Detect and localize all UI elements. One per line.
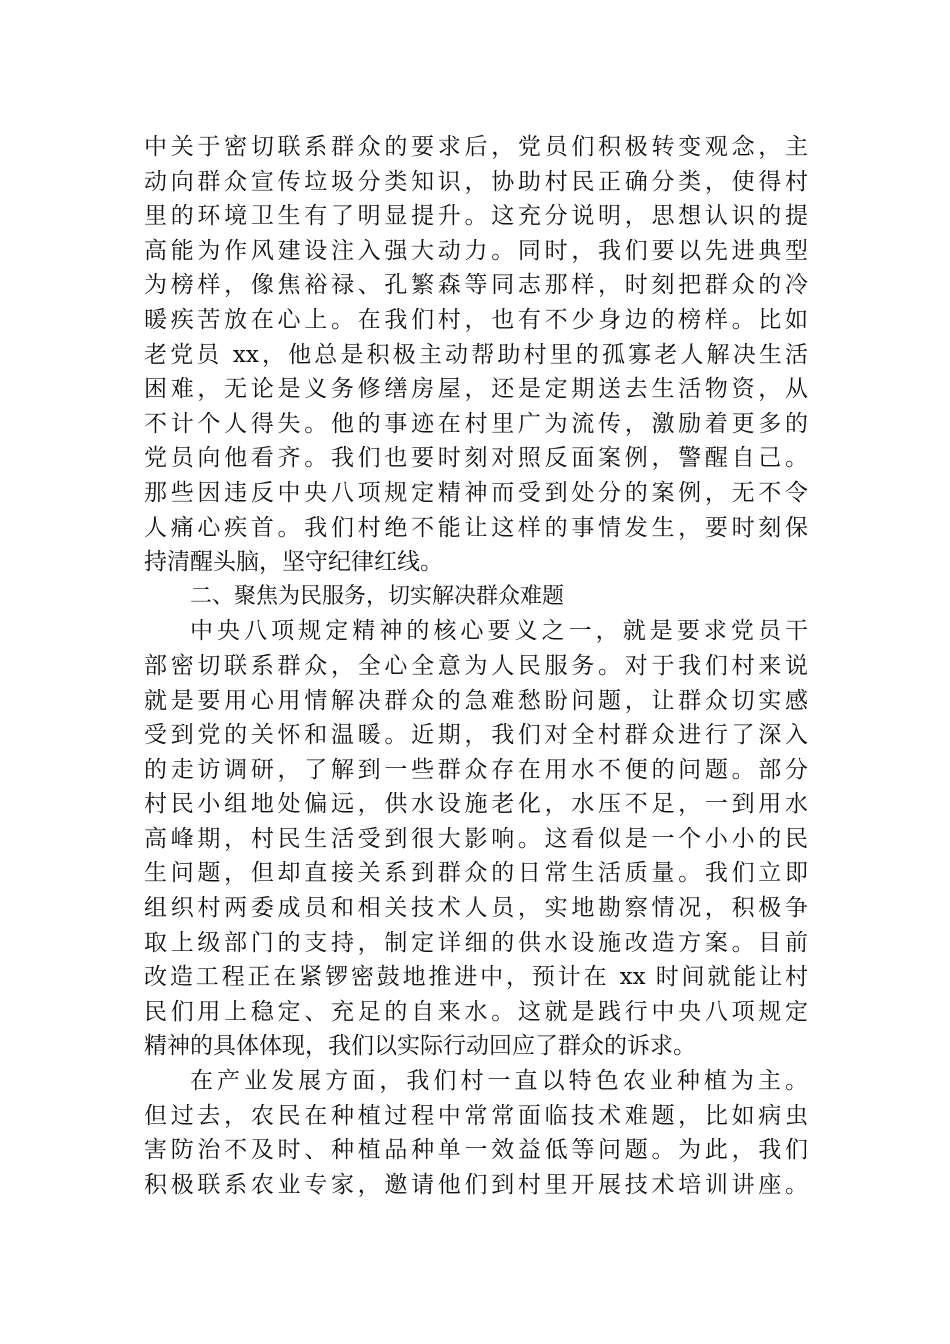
text-line: 组织村两委成员和相关技术人员，实地勘察情况，积极争: [144, 895, 808, 922]
paragraph-2: [144, 614, 808, 1064]
text-line: 中央八项规定精神的核心要义之一，就是要求党员干: [190, 618, 808, 645]
text-line: 受到党的关怀和温暖。近期，我们对全村群众进行了深入: [144, 722, 808, 749]
document-body: [144, 130, 808, 1202]
text-line: 的走访调研，了解到一些群众存在用水不便的问题。部分: [144, 756, 808, 783]
text-line: 为榜样，像焦裕禄、孔繁森等同志那样，时刻把群众的冷: [144, 272, 808, 299]
text-line: 老党员 xx，他总是积极主动帮助村里的孤寡老人解决生活: [144, 341, 808, 368]
text-line: 持清醒头脑，坚守纪律红线。: [144, 549, 443, 576]
text-line: 但过去，农民在种植过程中常常面临技术难题，比如病虫: [144, 1102, 808, 1129]
text-line: 困难，无论是义务修缮房屋，还是定期送去生活物资，从: [144, 376, 808, 403]
text-line: 暖疾苦放在心上。在我们村，也有不少身边的榜样。比如: [144, 306, 808, 333]
text-line: 民们用上稳定、充足的自来水。这就是践行中央八项规定: [144, 998, 808, 1025]
text-line: 取上级部门的支持，制定详细的供水设施改造方案。目前: [144, 929, 808, 956]
text-line: 村民小组地处偏远，供水设施老化，水压不足，一到用水: [144, 791, 808, 818]
text-line: 高峰期，村民生活受到很大影响。这看似是一个小小的民: [144, 825, 808, 852]
text-line: 里的环境卫生有了明显提升。这充分说明，思想认识的提: [144, 203, 808, 230]
text-line: 动向群众宣传垃圾分类知识，协助村民正确分类，使得村: [144, 168, 808, 195]
text-line: 就是要用心用情解决群众的急难愁盼问题，让群众切实感: [144, 687, 808, 714]
text-line: 生问题，但却直接关系到群众的日常生活质量。我们立即: [144, 860, 808, 887]
text-line: 那些因违反中央八项规定精神而受到处分的案例，无不令: [144, 479, 808, 506]
text-line: 不计个人得失。他的事迹在村里广为流传，激励着更多的: [144, 410, 808, 437]
section-heading: 二、聚焦为民服务，切实解决群众难题: [190, 583, 565, 609]
text-line: 积极联系农业专家，邀请他们到村里开展技术培训讲座。: [144, 1171, 808, 1198]
text-line: 高能为作风建设注入强大动力。同时，我们要以先进典型: [144, 237, 808, 264]
paragraph-3: [144, 1064, 808, 1202]
text-line: 改造工程正在紧锣密鼓地推进中，预计在 xx 时间就能让村: [144, 964, 808, 991]
paragraph-1: [144, 130, 808, 580]
text-line: 在产业发展方面，我们村一直以特色农业种植为主。: [190, 1068, 808, 1095]
text-line: 害防治不及时、种植品种单一效益低等问题。为此，我们: [144, 1137, 808, 1164]
text-line: 精神的具体体现，我们以实际行动回应了群众的诉求。: [144, 1033, 696, 1060]
text-line: 党员向他看齐。我们也要时刻对照反面案例，警醒自己。: [144, 445, 808, 472]
text-line: 部密切联系群众，全心全意为人民服务。对于我们村来说: [144, 652, 808, 679]
text-line: 人痛心疾首。我们村绝不能让这样的事情发生，要时刻保: [144, 514, 808, 541]
text-line: 中关于密切联系群众的要求后，党员们积极转变观念，主: [144, 134, 808, 160]
